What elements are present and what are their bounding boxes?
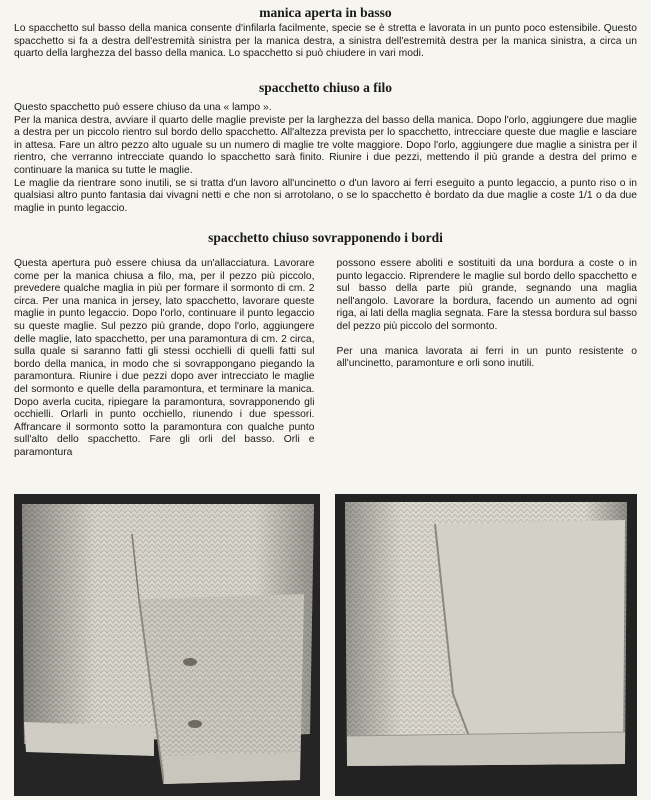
paragraph: possono essere aboliti e sostituiti da una bordura a coste o in punto legaccio. Riprendere le maglie sul bordo dello spacchetto e sul basso della parte più grande, segnando una maglia nell'angolo. Lavorare la bordura, facendo un aumento ad ogni riga, ai lati della maglia segnata. Fare la stessa bordura sul basso del pezzo più piccolo del sormonto. [336, 258, 637, 332]
paragraph: Questa apertura può essere chiusa da un'allacciatura. Lavorare come per la manica chiusa a filo, ma, per il pezzo più piccolo, prevedere qualche maglia in più per formare il sormonto di cm. 2 circa. Per una manica in jersey, lato spacchetto, lavorare queste maglie in punto legaccio. Dopo l'orlo, continuare il punto legaccio su queste maglie. Sul pezzo più grande, dopo l'orlo, aggiungere delle maglie, lato spacchetto, per una paramontura di cm. 2 circa, sulla quale si saranno fatti gli stessi occhielli di quelli fatti sul bordo della manica, in modo che si sovrappongano piegando la paramontura. Riunire i due pezzi dopo aver intrecciato le maglie del sormonto e quelle della paramontura, et terminare la manica. Dopo averla cucita, ripiegare la paramontura, sovrapponendo gli occhielli. Orlarli in punto occhiello, riunendo i due spessori. Affrancare il sormonto sotto la paramontura con qualche punto sull'alto dello spacchetto. Fare gli orli del basso. Orli e paramontura [14, 258, 315, 458]
paragraph: Lo spacchetto sul basso della manica consente d'infilarla facilmente, specie se è stretta e lavorata in un punto poco estensibile. Questo spacchetto si fa a destra dell'estremità sinistra per la manica destra, a sinistra dell'estremità destra per la manica sinistra, a circa un quarto della larghezza del basso della manica. Lo spacchetto si può chiudere in vari modi. [14, 23, 637, 60]
paragraph: Per una manica lavorata ai ferri in un punto resistente o all'uncinetto, paramonture e orli sono inutili. [336, 345, 637, 370]
photo-sleeve-buttonholes [14, 494, 320, 796]
paragraph: Per la manica destra, avviare il quarto delle maglie previste per la larghezza del basso della manica. Dopo l'orlo, aggiungere due maglie a destra per un piccolo rientro sul bordo dello spacchetto. All'altezza prevista per lo spacchetto, intrecciare queste due maglie e lasciare in attesa. Fare un altro pezzo alto uguale su un numero di maglie tre volte maggiore. Dopo l'orlo, aggiungere due maglie a sinistra per il rientro, che verranno intrecciate quando lo spacchetto sarà finito. Riunire i due pezzi, mettendo il più grande a destra del primo e continuare la manica su tutte le maglie. [14, 114, 637, 176]
section-manica-aperta [14, 5, 637, 61]
section-spacchetto-sovrapponendo-title [14, 230, 637, 246]
knitted-sleeve-image [335, 494, 637, 796]
section-title: spacchetto chiuso sovrapponendo i bordi [208, 230, 443, 245]
section-title: spacchetto chiuso a filo [258, 80, 393, 95]
paragraph: Questo spacchetto può essere chiuso da una « lampo ». [14, 102, 272, 113]
knitted-sleeve-image [14, 494, 320, 796]
photo-sleeve-overlap [335, 494, 637, 796]
right-column [337, 258, 638, 460]
section-spacchetto-a-filo [14, 80, 637, 215]
two-column-text [14, 258, 637, 460]
left-column [14, 258, 315, 460]
section-title: manica aperta in basso [259, 5, 392, 20]
paragraph: Le maglie da rientrare sono inutili, se si tratta d'un lavoro all'uncinetto o d'un lavoro ai ferri eseguito a punto legaccio, a punto riso o in qualsiasi altro punto fantasia dai vivagni netti e che non si arrotolano, o se lo spacchetto è bordato da due maglie a coste 1/1 o da due maglie in punto legaccio. [14, 177, 637, 214]
